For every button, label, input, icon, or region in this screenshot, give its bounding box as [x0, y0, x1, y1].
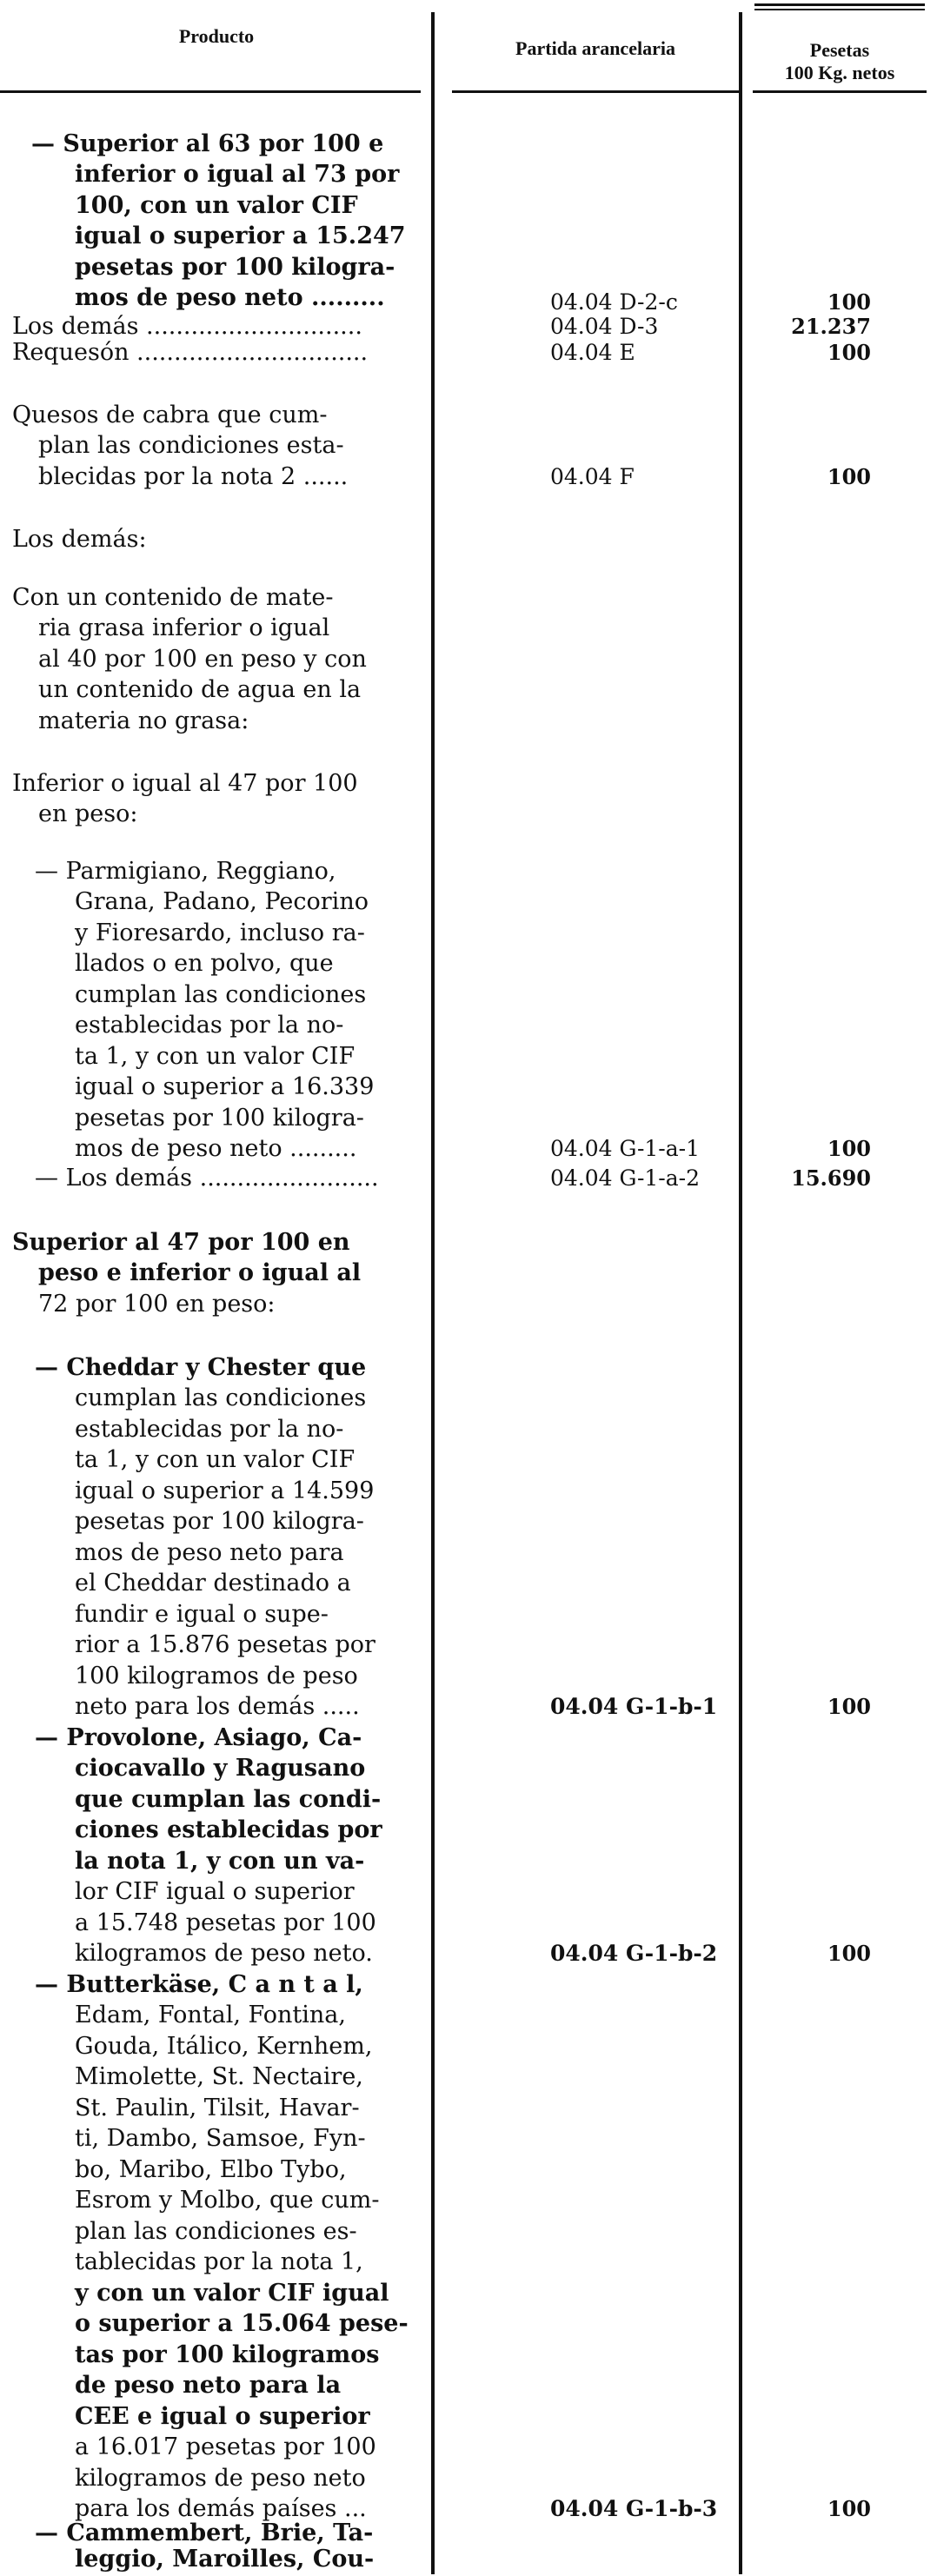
product-r8-line-9: pesetas por 100 kilogra-: [75, 1105, 364, 1132]
column-divider-2: [739, 12, 742, 2574]
product-r12-line-6: lor CIF igual o superior: [75, 1878, 355, 1905]
product-r3: Requesón ...............................: [12, 339, 369, 366]
header-rule-pesetas: [753, 90, 927, 93]
tariff-code-r13: 04.04 G-1-b-3: [550, 2496, 718, 2521]
product-r11-line-9: fundir e igual o supe-: [75, 1601, 329, 1628]
product-r12-line-7: a 15.748 pesetas por 100: [75, 1909, 376, 1936]
top-double-rule-a: [754, 3, 925, 6]
product-r13-line-9: plan las condiciones es-: [75, 2218, 357, 2245]
product-r13-line-2: Edam, Fontal, Fontina,: [75, 2002, 346, 2028]
product-r8-line-1: — Parmigiano, Reggiano,: [35, 858, 336, 885]
product-r11-line-1: — Cheddar y Chester que: [35, 1354, 367, 1381]
product-r14-line-2: leggio, Maroilles, Cou-: [75, 2546, 375, 2573]
product-r13-line-1: — Butterkäse, C a n t a l,: [35, 1971, 363, 1998]
product-r1-line-2: inferior o igual al 73 por: [75, 161, 400, 188]
product-r14-line-1: — Cammembert, Brie, Ta-: [35, 2520, 374, 2546]
product-r2: Los demás .............................: [12, 313, 362, 340]
tariff-code-r3: 04.04 E: [550, 340, 635, 365]
header-rule-producto: [0, 90, 421, 93]
product-r11-line-10: rior a 15.876 pesetas por: [75, 1631, 375, 1658]
product-r8-line-8: igual o superior a 16.339: [75, 1073, 375, 1100]
value-r8: 100: [827, 1136, 871, 1161]
product-r13-line-17: kilogramos de peso neto: [75, 2465, 366, 2492]
product-r13-line-3: Gouda, Itálico, Kernhem,: [75, 2033, 373, 2060]
product-r4-line-3: blecidas por la nota 2 ......: [38, 463, 349, 490]
value-r3: 100: [827, 340, 871, 365]
column-header-pesetas: Pesetas: [809, 39, 870, 61]
product-r4-line-2: plan las condiciones esta-: [38, 432, 344, 459]
product-r1-line-6: mos de peso neto .........: [75, 284, 385, 311]
product-r11-line-5: igual o superior a 14.599: [75, 1477, 375, 1504]
value-r1: 100: [827, 289, 871, 315]
heading-r10-line-2: peso e inferior o igual al: [38, 1259, 362, 1286]
product-r13-line-10: tablecidas por la nota 1,: [75, 2248, 363, 2275]
heading-r7-line-2: en peso:: [38, 800, 138, 827]
product-r13-line-15: CEE e igual o superior: [75, 2403, 370, 2430]
product-r11-line-7: mos de peso neto para: [75, 1539, 344, 1566]
product-r13-line-8: Esrom y Molbo, que cum-: [75, 2187, 380, 2214]
column-header-partida: Partida arancelaria: [515, 37, 675, 59]
value-r4: 100: [827, 464, 871, 489]
header-rule-partida: [452, 90, 739, 93]
product-r11-line-4: ta 1, y con un valor CIF: [75, 1446, 356, 1473]
tariff-code-r4: 04.04 F: [550, 464, 635, 489]
product-r8-line-2: Grana, Padano, Pecorino: [75, 888, 369, 915]
column-header-producto: Producto: [178, 25, 255, 47]
product-r13-line-6: ti, Dambo, Samsoe, Fyn-: [75, 2125, 366, 2152]
product-r13-line-13: tas por 100 kilogramos: [75, 2341, 380, 2368]
product-r13-line-4: Mimolette, St. Nectaire,: [75, 2063, 363, 2090]
product-r13-line-12: o superior a 15.064 pese-: [75, 2310, 409, 2337]
product-r12-line-1: — Provolone, Asiago, Ca-: [35, 1724, 362, 1751]
product-r1-line-4: igual o superior a 15.247: [75, 222, 406, 249]
product-r11-line-11: 100 kilogramos de peso: [75, 1663, 358, 1690]
heading-r6-line-1: Con un contenido de mate-: [12, 584, 334, 611]
heading-r6-line-4: un contenido de agua en la: [38, 676, 362, 703]
heading-r6-line-3: al 40 por 100 en peso y con: [38, 646, 367, 673]
heading-r10-line-3: 72 por 100 en peso:: [38, 1291, 276, 1318]
product-r12-line-4: ciones establecidas por: [75, 1816, 382, 1843]
product-r1-line-3: 100, con un valor CIF: [75, 192, 358, 219]
product-r8-line-3: y Fioresardo, incluso ra-: [75, 920, 365, 946]
value-r2: 21.237: [791, 314, 871, 339]
product-r4-line-1: Quesos de cabra que cum-: [12, 402, 328, 428]
product-r11-line-6: pesetas por 100 kilogra-: [75, 1508, 364, 1535]
column-divider-1: [431, 12, 435, 2574]
tariff-code-r9: 04.04 G-1-a-2: [550, 1165, 701, 1191]
value-r12: 100: [827, 1941, 871, 1966]
product-r13-line-14: de peso neto para la: [75, 2372, 342, 2399]
heading-r10-line-1: Superior al 47 por 100 en: [12, 1229, 350, 1256]
product-r12-line-2: ciocavallo y Ragusano: [75, 1755, 366, 1782]
heading-r6-line-5: materia no grasa:: [38, 707, 249, 734]
product-r12-line-8: kilogramos de peso neto.: [75, 1940, 373, 1967]
product-r13-line-16: a 16.017 pesetas por 100: [75, 2433, 376, 2460]
top-double-rule-b: [754, 9, 925, 10]
product-r12-line-3: que cumplan las condi-: [75, 1786, 382, 1813]
product-r1-line-1: — Superior al 63 por 100 e: [31, 130, 384, 157]
heading-r7-line-1: Inferior o igual al 47 por 100: [12, 770, 358, 797]
value-r9: 15.690: [791, 1165, 871, 1191]
product-r8-line-10: mos de peso neto .........: [75, 1135, 357, 1162]
product-r8-line-5: cumplan las condiciones: [75, 981, 367, 1008]
product-r8-line-4: llados o en polvo, que: [75, 950, 334, 977]
product-r11-line-12: neto para los demás .....: [75, 1693, 360, 1720]
value-r13: 100: [827, 2496, 871, 2521]
product-r8-line-6: establecidas por la no-: [75, 1012, 344, 1039]
tariff-code-r2: 04.04 D-3: [550, 314, 659, 339]
product-r9: — Los demás ........................: [35, 1165, 379, 1192]
heading-r5: Los demás:: [12, 526, 147, 553]
column-header-pesetas-unit: 100 Kg. netos: [784, 62, 895, 83]
product-r11-line-8: el Cheddar destinado a: [75, 1570, 351, 1597]
tariff-code-r12: 04.04 G-1-b-2: [550, 1941, 718, 1966]
product-r13-line-7: bo, Maribo, Elbo Tybo,: [75, 2156, 347, 2183]
product-r13-line-18: para los demás países ...: [75, 2495, 367, 2522]
product-r12-line-5: la nota 1, y con un va-: [75, 1848, 365, 1875]
product-r11-line-3: establecidas por la no-: [75, 1416, 344, 1443]
tariff-code-r11: 04.04 G-1-b-1: [550, 1694, 718, 1719]
heading-r6-line-2: ria grasa inferior o igual: [38, 614, 330, 641]
product-r1-line-5: pesetas por 100 kilogra-: [75, 254, 395, 281]
product-r13-line-5: St. Paulin, Tilsit, Havar-: [75, 2095, 360, 2121]
tariff-code-r1: 04.04 D-2-c: [550, 289, 678, 315]
tariff-code-r8: 04.04 G-1-a-1: [550, 1136, 701, 1161]
product-r8-line-7: ta 1, y con un valor CIF: [75, 1043, 356, 1070]
product-r13-line-11: y con un valor CIF igual: [75, 2280, 389, 2307]
product-r11-line-2: cumplan las condiciones: [75, 1384, 367, 1411]
value-r11: 100: [827, 1694, 871, 1719]
